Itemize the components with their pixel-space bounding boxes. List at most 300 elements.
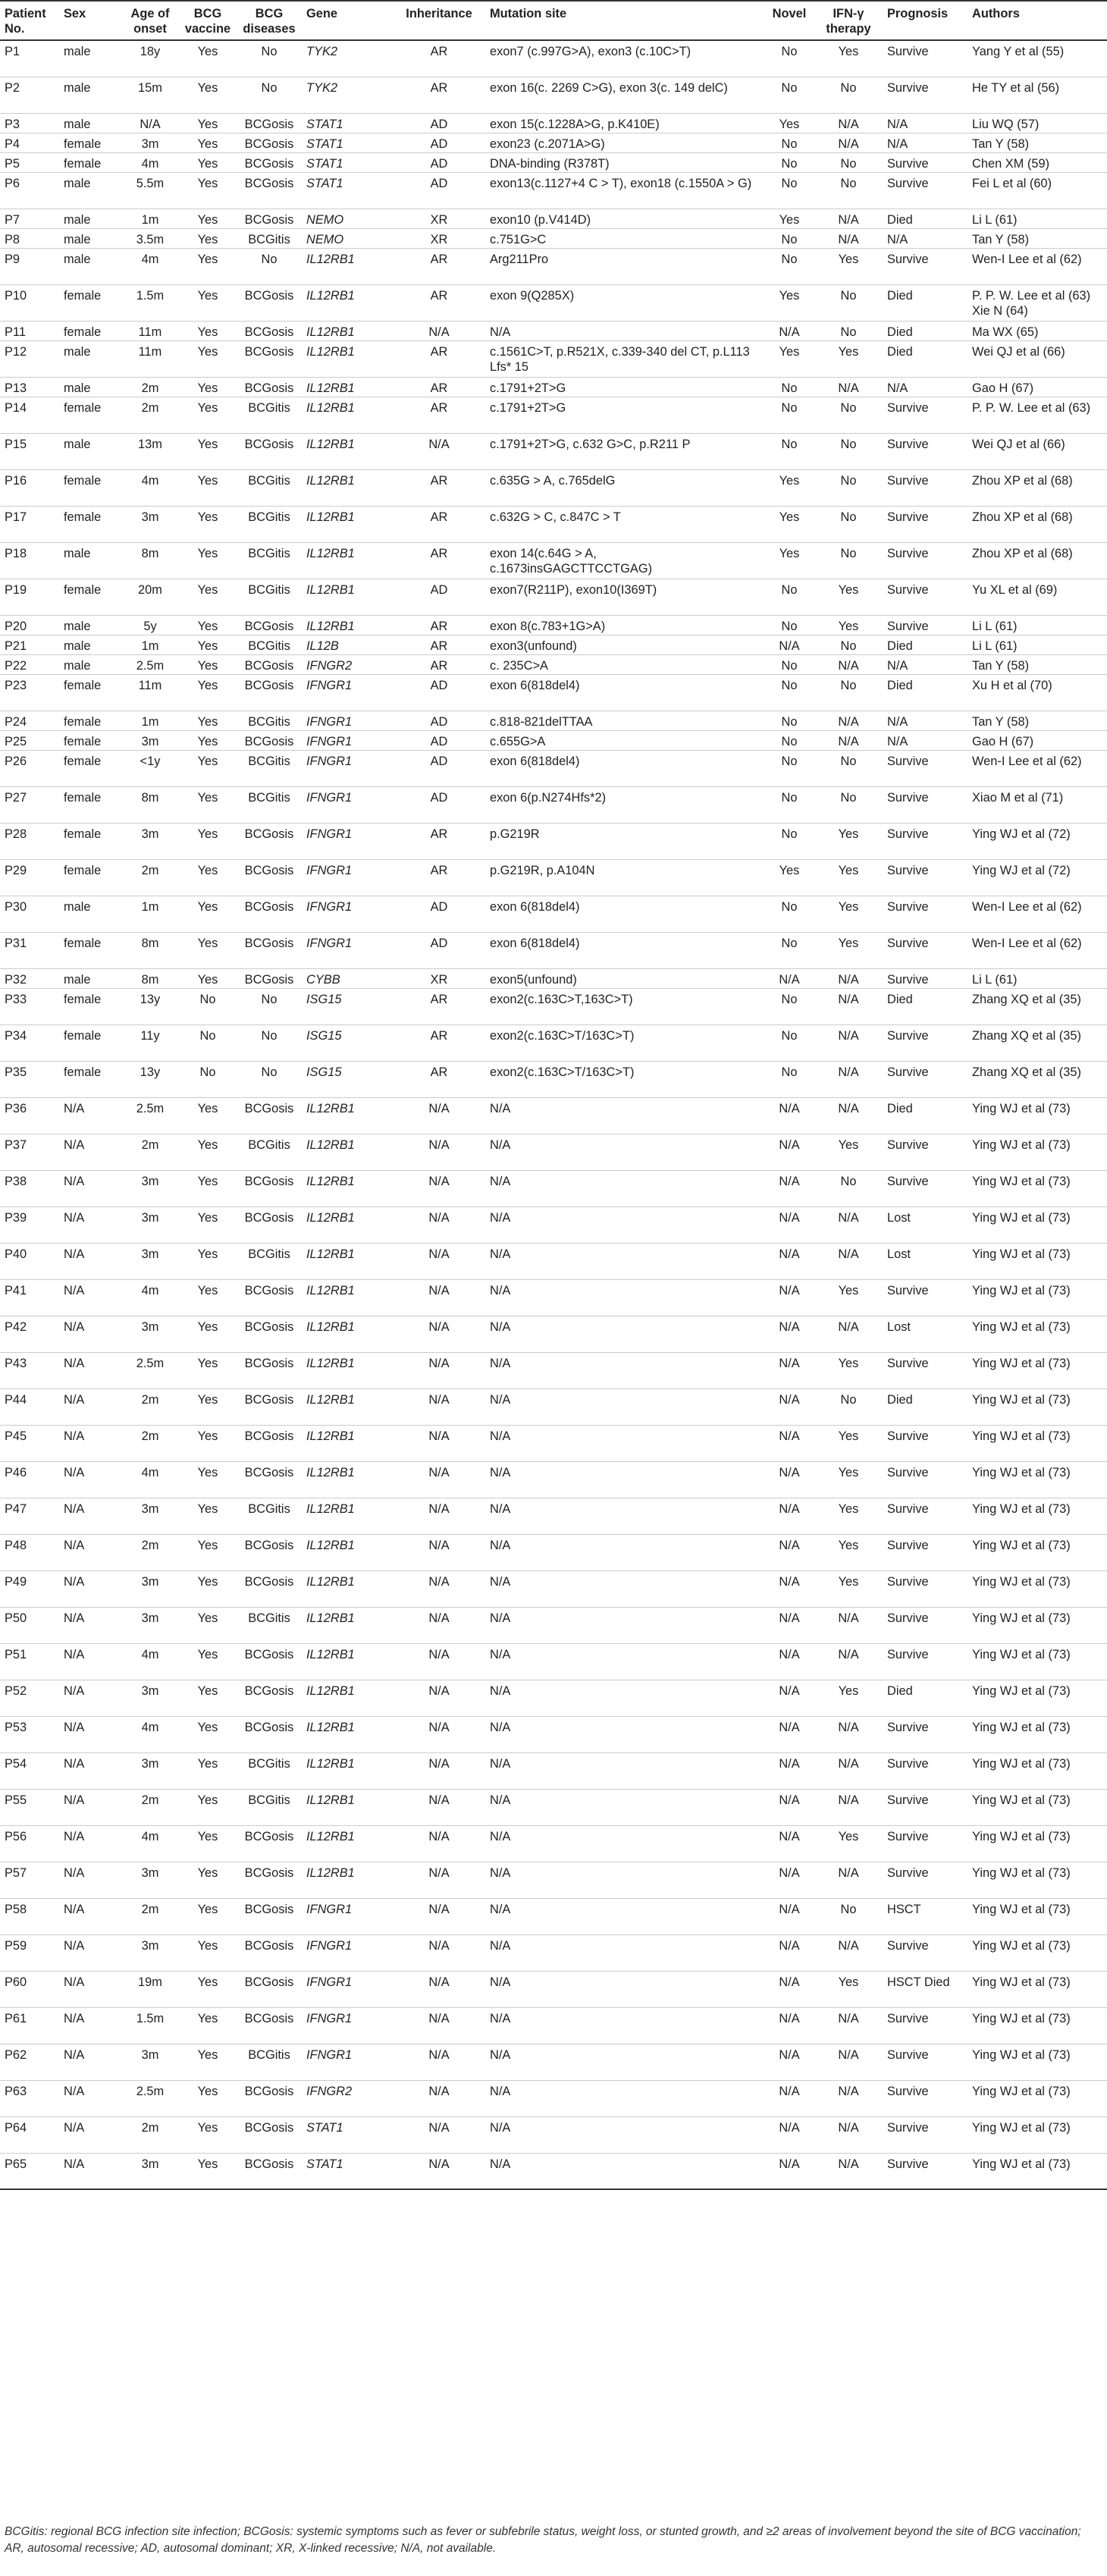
cell-mut: N/A bbox=[490, 1319, 511, 1334]
cell-ifn: N/A bbox=[838, 1065, 859, 1079]
cell-prog: Survive bbox=[887, 1356, 929, 1370]
cell-novel: Yes bbox=[779, 288, 800, 303]
cell-age: 15m bbox=[138, 80, 162, 95]
cell-auth: Ying WJ et al (73) bbox=[972, 1902, 1071, 1916]
table-row bbox=[0, 1825, 1107, 1862]
cell-auth: Ma WX (65) bbox=[972, 325, 1039, 339]
cell-mut: N/A bbox=[490, 1465, 511, 1479]
cell-id: P50 bbox=[5, 1611, 27, 1625]
table-row bbox=[0, 2116, 1107, 2153]
cell-vac: Yes bbox=[197, 582, 218, 597]
cell-gene: IL12RB1 bbox=[306, 1611, 355, 1625]
cell-sex: N/A bbox=[64, 1975, 85, 1989]
cell-sex: male bbox=[64, 80, 91, 95]
cell-mut: p.G219R bbox=[490, 827, 540, 841]
cell-auth: Zhang XQ et al (35) bbox=[972, 992, 1081, 1006]
cell-age: 2.5m bbox=[136, 1101, 165, 1115]
cell-auth: Ying WJ et al (73) bbox=[972, 1210, 1071, 1225]
cell-vac: Yes bbox=[197, 1683, 218, 1698]
table-row bbox=[0, 1316, 1107, 1352]
cell-prog: Survive bbox=[887, 2084, 929, 2098]
cell-gene: IL12RB1 bbox=[306, 1865, 355, 1880]
cell-mut: c.751G>C bbox=[490, 232, 547, 246]
cell-id: P35 bbox=[5, 1065, 27, 1079]
cell-ifn: No bbox=[840, 156, 857, 171]
cell-ifn: Yes bbox=[838, 1356, 859, 1370]
cell-mut: exon3(unfound) bbox=[490, 639, 577, 653]
cell-inh: AR bbox=[430, 992, 448, 1006]
cell-ifn: Yes bbox=[838, 936, 859, 950]
cell-vac: Yes bbox=[197, 212, 218, 227]
table-row bbox=[0, 1498, 1107, 1534]
cell-inh: N/A bbox=[428, 2084, 450, 2098]
cell-inh: N/A bbox=[428, 1756, 450, 1771]
cell-novel: No bbox=[781, 899, 798, 914]
cell-gene: IFNGR1 bbox=[306, 790, 353, 805]
cell-sex: female bbox=[64, 734, 102, 748]
cell-gene: IL12RB1 bbox=[306, 1247, 355, 1261]
cell-age: 3m bbox=[141, 1174, 159, 1188]
cell-auth: P. P. W. Lee et al (63) Xie N (64) bbox=[972, 288, 1091, 318]
cell-mut: N/A bbox=[490, 1210, 511, 1225]
cell-auth: Gao H (67) bbox=[972, 381, 1034, 395]
table-row bbox=[0, 1680, 1107, 1716]
cell-age: 3m bbox=[141, 1247, 159, 1261]
cell-vac: Yes bbox=[197, 437, 218, 451]
cell-ifn: No bbox=[840, 176, 857, 190]
cell-inh: N/A bbox=[428, 1938, 450, 1953]
cell-age: 2m bbox=[141, 1538, 159, 1552]
table-row bbox=[0, 1534, 1107, 1570]
cell-ifn: No bbox=[840, 1902, 857, 1916]
cell-ifn: Yes bbox=[838, 45, 859, 58]
cell-id: P40 bbox=[5, 1247, 27, 1261]
cell-sex: N/A bbox=[64, 1574, 85, 1589]
cell-inh: AR bbox=[430, 381, 448, 395]
cell-sex: male bbox=[64, 381, 91, 395]
table-row bbox=[0, 1097, 1107, 1134]
cell-gene: IL12RB1 bbox=[306, 400, 355, 415]
cell-mut: N/A bbox=[490, 1938, 511, 1953]
table-row bbox=[0, 786, 1107, 823]
cell-age: 2.5m bbox=[136, 1356, 165, 1370]
cell-inh: N/A bbox=[428, 1247, 450, 1261]
cell-novel: N/A bbox=[779, 1683, 800, 1698]
table-row bbox=[0, 1643, 1107, 1680]
cell-vac: Yes bbox=[197, 2157, 218, 2171]
cell-gene: STAT1 bbox=[306, 176, 343, 190]
cell-mut: exon 14(c.64G > A, c.1673insGAGCTTCCTGAG) bbox=[490, 546, 653, 576]
cell-gene: IL12RB1 bbox=[306, 1174, 355, 1188]
cell-id: P42 bbox=[5, 1319, 27, 1334]
cell-novel: N/A bbox=[779, 2120, 800, 2135]
cell-novel: Yes bbox=[779, 863, 800, 877]
cell-gene: IFNGR1 bbox=[306, 1938, 353, 1953]
cell-auth: Liu WQ (57) bbox=[972, 117, 1040, 131]
cell-novel: N/A bbox=[779, 1101, 800, 1115]
table-row bbox=[0, 674, 1107, 711]
cell-mut: N/A bbox=[490, 1720, 511, 1734]
cell-mut: c. 235C>A bbox=[490, 658, 548, 673]
cell-inh: AD bbox=[430, 582, 448, 597]
cell-inh: XR bbox=[430, 232, 448, 246]
cell-prog: Survive bbox=[887, 2047, 929, 2062]
cell-vac: Yes bbox=[197, 1938, 218, 1953]
cell-prog: Survive bbox=[887, 1720, 929, 1734]
cell-id: P61 bbox=[5, 2011, 27, 2025]
cell-gene: IL12RB1 bbox=[306, 1647, 355, 1661]
column-header: Novel bbox=[772, 7, 807, 20]
cell-gene: IL12RB1 bbox=[306, 1793, 355, 1807]
cell-inh: AR bbox=[430, 1065, 448, 1079]
table-row bbox=[0, 750, 1107, 786]
cell-id: P36 bbox=[5, 1101, 27, 1115]
cell-age: 4m bbox=[141, 1829, 159, 1843]
cell-ifn: Yes bbox=[838, 1829, 859, 1843]
cell-vac: Yes bbox=[197, 176, 218, 190]
cell-age: 13y bbox=[140, 1065, 161, 1079]
cell-inh: N/A bbox=[428, 1538, 450, 1552]
cell-inh: N/A bbox=[428, 1101, 450, 1115]
cell-inh: N/A bbox=[428, 1975, 450, 1989]
cell-gene: IFNGR1 bbox=[306, 1902, 353, 1916]
cell-dis: BCGosis bbox=[244, 1174, 294, 1188]
cell-ifn: No bbox=[840, 437, 857, 451]
table-row bbox=[0, 2007, 1107, 2044]
cell-auth: Zhang XQ et al (35) bbox=[972, 1028, 1081, 1043]
cell-prog: Survive bbox=[887, 1611, 929, 1625]
cell-ifn: N/A bbox=[838, 232, 859, 246]
cell-novel: Yes bbox=[779, 510, 800, 524]
cell-sex: female bbox=[64, 582, 102, 597]
cell-sex: male bbox=[64, 639, 91, 653]
cell-age: 4m bbox=[141, 1283, 159, 1297]
table-row bbox=[0, 113, 1107, 133]
cell-mut: N/A bbox=[490, 1501, 511, 1516]
cell-id: P7 bbox=[5, 212, 20, 227]
cell-inh: AR bbox=[430, 252, 448, 266]
cell-sex: N/A bbox=[64, 1756, 85, 1771]
cell-mut: N/A bbox=[490, 1137, 511, 1152]
cell-mut: exon 8(c.783+1G>A) bbox=[490, 619, 606, 633]
cell-prog: N/A bbox=[887, 381, 908, 395]
cell-inh: N/A bbox=[428, 2011, 450, 2025]
table-row bbox=[0, 1971, 1107, 2007]
cell-vac: Yes bbox=[197, 232, 218, 246]
cell-vac: Yes bbox=[197, 1283, 218, 1297]
cell-prog: Survive bbox=[887, 252, 929, 266]
cell-gene: IL12RB1 bbox=[306, 381, 355, 395]
cell-vac: Yes bbox=[197, 2084, 218, 2098]
cell-ifn: Yes bbox=[838, 1574, 859, 1589]
cell-sex: female bbox=[64, 992, 102, 1006]
cell-age: 2m bbox=[141, 1793, 159, 1807]
cell-vac: Yes bbox=[197, 1137, 218, 1152]
cell-gene: IL12RB1 bbox=[306, 1829, 355, 1843]
cell-gene: IL12RB1 bbox=[306, 1465, 355, 1479]
cell-prog: Died bbox=[887, 639, 913, 653]
cell-dis: BCGosis bbox=[244, 325, 294, 339]
cell-auth: Ying WJ et al (73) bbox=[972, 1501, 1071, 1516]
cell-inh: N/A bbox=[428, 1283, 450, 1297]
cell-ifn: N/A bbox=[838, 992, 859, 1006]
cell-prog: Survive bbox=[887, 1137, 929, 1152]
cell-mut: Arg211Pro bbox=[490, 252, 549, 266]
cell-sex: N/A bbox=[64, 1865, 85, 1880]
cell-sex: N/A bbox=[64, 1319, 85, 1334]
cell-auth: Ying WJ et al (73) bbox=[972, 1319, 1071, 1334]
cell-age: 8m bbox=[141, 972, 159, 987]
cell-age: 11m bbox=[138, 325, 162, 339]
table-row bbox=[0, 2044, 1107, 2080]
cell-auth: Ying WJ et al (73) bbox=[972, 1137, 1071, 1152]
table-row bbox=[0, 615, 1107, 635]
cell-inh: N/A bbox=[428, 1902, 450, 1916]
cell-sex: female bbox=[64, 325, 102, 339]
cell-ifn: N/A bbox=[838, 1611, 859, 1625]
cell-prog: Survive bbox=[887, 1028, 929, 1043]
cell-sex: N/A bbox=[64, 1902, 85, 1916]
cell-inh: AR bbox=[430, 473, 448, 488]
cell-sex: N/A bbox=[64, 1101, 85, 1115]
cell-auth: Zhang XQ et al (35) bbox=[972, 1065, 1081, 1079]
cell-prog: Survive bbox=[887, 546, 929, 560]
cell-gene: IL12RB1 bbox=[306, 1574, 355, 1589]
cell-id: P60 bbox=[5, 1975, 27, 1989]
cell-mut: N/A bbox=[490, 1902, 511, 1916]
cell-age: 2.5m bbox=[136, 658, 165, 673]
cell-auth: Ying WJ et al (72) bbox=[972, 827, 1071, 841]
cell-gene: IL12RB1 bbox=[306, 1720, 355, 1734]
cell-vac: Yes bbox=[197, 2011, 218, 2025]
cell-ifn: No bbox=[840, 1392, 857, 1407]
cell-vac: Yes bbox=[197, 899, 218, 914]
column-header: Prognosis bbox=[887, 7, 949, 20]
cell-vac: Yes bbox=[197, 1611, 218, 1625]
cell-dis: BCGosis bbox=[244, 972, 294, 987]
cell-vac: Yes bbox=[197, 1210, 218, 1225]
cell-dis: BCGosis bbox=[244, 1865, 294, 1880]
cell-id: P20 bbox=[5, 619, 27, 633]
cell-age: 4m bbox=[141, 1647, 159, 1661]
cell-inh: N/A bbox=[428, 1429, 450, 1443]
table-row bbox=[0, 542, 1107, 579]
cell-gene: IFNGR1 bbox=[306, 827, 353, 841]
cell-mut: N/A bbox=[490, 2047, 511, 2062]
cell-inh: AD bbox=[430, 714, 448, 729]
cell-dis: BCGosis bbox=[244, 1720, 294, 1734]
cell-auth: Ying WJ et al (73) bbox=[972, 1793, 1071, 1807]
cell-age: 2m bbox=[141, 2120, 159, 2135]
cell-sex: N/A bbox=[64, 1683, 85, 1698]
cell-novel: No bbox=[781, 936, 798, 950]
cell-dis: BCGosis bbox=[244, 2157, 294, 2171]
cell-dis: BCGitis bbox=[248, 1611, 290, 1625]
cell-sex: male bbox=[64, 45, 91, 58]
cell-mut: exon23 (c.2071A>G) bbox=[490, 136, 605, 151]
cell-inh: AD bbox=[430, 136, 448, 151]
cell-prog: Survive bbox=[887, 176, 929, 190]
table-row bbox=[0, 172, 1107, 209]
cell-novel: N/A bbox=[779, 1392, 800, 1407]
cell-age: 20m bbox=[138, 582, 162, 597]
cell-gene: IFNGR1 bbox=[306, 714, 353, 729]
cell-age: 4m bbox=[141, 252, 159, 266]
cell-gene: STAT1 bbox=[306, 2157, 343, 2171]
cell-id: P53 bbox=[5, 1720, 27, 1734]
table-row bbox=[0, 1607, 1107, 1643]
cell-vac: No bbox=[199, 1065, 216, 1079]
cell-mut: N/A bbox=[490, 2120, 511, 2135]
cell-age: 18y bbox=[140, 45, 161, 58]
cell-dis: BCGosis bbox=[244, 678, 294, 692]
cell-gene: IFNGR1 bbox=[306, 2047, 353, 2062]
cell-ifn: No bbox=[840, 80, 857, 95]
cell-ifn: N/A bbox=[838, 972, 859, 987]
cell-novel: N/A bbox=[779, 1174, 800, 1188]
cell-ifn: Yes bbox=[838, 863, 859, 877]
cell-vac: Yes bbox=[197, 546, 218, 560]
table-row bbox=[0, 340, 1107, 377]
cell-novel: No bbox=[781, 992, 798, 1006]
cell-gene: IL12RB1 bbox=[306, 473, 355, 488]
cell-age: 2m bbox=[141, 381, 159, 395]
cell-dis: BCGitis bbox=[248, 754, 290, 768]
cell-id: P5 bbox=[5, 156, 20, 171]
table-row bbox=[0, 133, 1107, 152]
cell-inh: N/A bbox=[428, 1611, 450, 1625]
cell-sex: N/A bbox=[64, 2047, 85, 2062]
table-row bbox=[0, 1862, 1107, 1898]
cell-mut: exon2(c.163C>T,163C>T) bbox=[490, 992, 633, 1006]
cell-ifn: Yes bbox=[838, 344, 859, 359]
cell-id: P43 bbox=[5, 1356, 27, 1370]
cell-inh: N/A bbox=[428, 325, 450, 339]
cell-vac: Yes bbox=[197, 1720, 218, 1734]
cell-id: P26 bbox=[5, 754, 27, 768]
cell-auth: Ying WJ et al (73) bbox=[972, 1756, 1071, 1771]
cell-prog: Survive bbox=[887, 1538, 929, 1552]
cell-age: 3m bbox=[141, 136, 159, 151]
cell-id: P3 bbox=[5, 117, 20, 131]
cell-sex: female bbox=[64, 936, 102, 950]
cell-auth: Tan Y (58) bbox=[972, 714, 1030, 729]
cell-inh: N/A bbox=[428, 1793, 450, 1807]
cell-id: P48 bbox=[5, 1538, 27, 1552]
cell-auth: Li L (61) bbox=[972, 619, 1018, 633]
table-row bbox=[0, 1934, 1107, 1971]
cell-auth: Ying WJ et al (73) bbox=[972, 1683, 1071, 1698]
cell-prog: Survive bbox=[887, 156, 929, 171]
cell-dis: BCGosis bbox=[244, 381, 294, 395]
cell-auth: Tan Y (58) bbox=[972, 136, 1030, 151]
cell-ifn: N/A bbox=[838, 1865, 859, 1880]
cell-inh: N/A bbox=[428, 1720, 450, 1734]
table-row bbox=[0, 469, 1107, 506]
cell-ifn: Yes bbox=[838, 1538, 859, 1552]
table-row bbox=[0, 433, 1107, 469]
table-row bbox=[0, 1134, 1107, 1170]
cell-age: 2m bbox=[141, 863, 159, 877]
cell-auth: Ying WJ et al (73) bbox=[972, 2047, 1071, 2062]
cell-novel: No bbox=[781, 658, 798, 673]
cell-prog: Survive bbox=[887, 899, 929, 914]
cell-ifn: Yes bbox=[838, 1429, 859, 1443]
cell-gene: IL12RB1 bbox=[306, 619, 355, 633]
cell-age: 8m bbox=[141, 790, 159, 805]
cell-prog: Survive bbox=[887, 1283, 929, 1297]
cell-sex: N/A bbox=[64, 1793, 85, 1807]
cell-sex: female bbox=[64, 400, 102, 415]
cell-novel: N/A bbox=[779, 1975, 800, 1989]
cell-sex: male bbox=[64, 972, 91, 987]
cell-age: 8m bbox=[141, 936, 159, 950]
cell-dis: BCGosis bbox=[244, 1319, 294, 1334]
table-row bbox=[0, 823, 1107, 859]
cell-inh: N/A bbox=[428, 1501, 450, 1516]
cell-dis: BCGosis bbox=[244, 176, 294, 190]
table-row bbox=[0, 968, 1107, 988]
cell-prog: Survive bbox=[887, 754, 929, 768]
cell-id: P58 bbox=[5, 1902, 27, 1916]
cell-vac: Yes bbox=[197, 734, 218, 748]
cell-auth: Ying WJ et al (73) bbox=[972, 2011, 1071, 2025]
cell-age: 2m bbox=[141, 400, 159, 415]
cell-prog: HSCT bbox=[887, 1902, 921, 1916]
cell-auth: Li L (61) bbox=[972, 212, 1018, 227]
table-row bbox=[0, 1716, 1107, 1752]
cell-gene: IL12RB1 bbox=[306, 1210, 355, 1225]
cell-vac: Yes bbox=[197, 400, 218, 415]
table-row bbox=[0, 1789, 1107, 1825]
cell-prog: Survive bbox=[887, 45, 929, 58]
cell-gene: STAT1 bbox=[306, 156, 343, 171]
cell-sex: male bbox=[64, 117, 91, 131]
cell-mut: N/A bbox=[490, 2011, 511, 2025]
cell-age: 11y bbox=[140, 1028, 160, 1043]
cell-inh: AR bbox=[430, 827, 448, 841]
cell-age: 3m bbox=[141, 1574, 159, 1589]
cell-novel: N/A bbox=[779, 2157, 800, 2171]
cell-prog: Survive bbox=[887, 1429, 929, 1443]
cell-dis: BCGosis bbox=[244, 899, 294, 914]
cell-dis: No bbox=[261, 252, 278, 266]
cell-age: 1m bbox=[141, 639, 159, 653]
cell-novel: N/A bbox=[779, 1793, 800, 1807]
cell-novel: N/A bbox=[779, 1574, 800, 1589]
table-row bbox=[0, 248, 1107, 284]
table-row bbox=[0, 2153, 1107, 2189]
cell-dis: No bbox=[261, 45, 278, 58]
cell-dis: BCGosis bbox=[244, 1647, 294, 1661]
cell-gene: IL12RB1 bbox=[306, 510, 355, 524]
table-row bbox=[0, 1352, 1107, 1388]
cell-ifn: Yes bbox=[838, 827, 859, 841]
cell-mut: exon 16(c. 2269 C>G), exon 3(c. 149 delC) bbox=[490, 80, 728, 95]
cell-auth: Ying WJ et al (73) bbox=[972, 1465, 1071, 1479]
cell-prog: Survive bbox=[887, 1465, 929, 1479]
cell-mut: N/A bbox=[490, 1247, 511, 1261]
cell-novel: No bbox=[781, 437, 798, 451]
cell-mut: p.G219R, p.A104N bbox=[490, 863, 595, 877]
cell-ifn: N/A bbox=[838, 1319, 859, 1334]
cell-prog: Died bbox=[887, 212, 913, 227]
cell-vac: Yes bbox=[197, 1829, 218, 1843]
cell-id: P19 bbox=[5, 582, 27, 597]
cell-age: 2m bbox=[141, 1137, 159, 1152]
cell-age: 1.5m bbox=[136, 2011, 165, 2025]
table-row bbox=[0, 1752, 1107, 1789]
